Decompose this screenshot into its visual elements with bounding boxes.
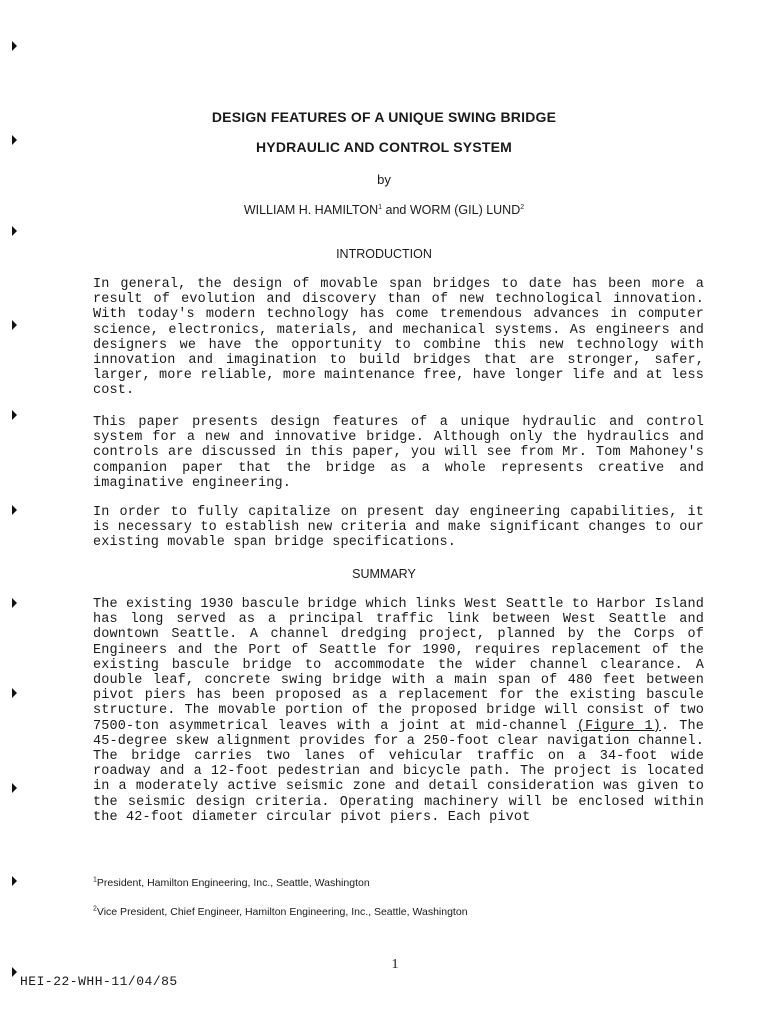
punch-hole-marker bbox=[12, 226, 17, 236]
footnote-2-text: Vice President, Chief Engineer, Hamilton Engineering, Inc., Seattle, Washington bbox=[96, 906, 468, 918]
document-id: HEI-22-WHH-11/04/85 bbox=[20, 974, 178, 989]
author-2: WORM (GIL) LUND bbox=[409, 203, 521, 217]
page-number: 1 bbox=[391, 957, 399, 972]
punch-hole-marker bbox=[12, 783, 17, 793]
intro-paragraph-1: In general, the design of movable span bridges to date has been more a result of evolution and discovery than of new technological innovation. With today's modern technology has come tremendous advances in computer science, electronics, materials, and mechanical systems. As engineers and designers we have the opportunity to combine this new technology with innovation and imagination to build bridges that are stronger, safer, larger, more reliable, more maintenance free, have longer life and at less cost. bbox=[93, 277, 704, 399]
footnote-ref-1: 1 bbox=[378, 203, 383, 211]
footnote-1-mark: 1 bbox=[93, 876, 97, 884]
author-1: WILLIAM H. HAMILTON bbox=[243, 203, 379, 217]
author-joiner: and bbox=[382, 203, 410, 217]
punch-hole-marker bbox=[12, 876, 17, 886]
summary-text-a: The existing 1930 bascule bridge which links West Seattle to Harbor Island has long served as a principal traffic link between West Seattle and downtown Seattle. A channel dredging project, planned by the Corps of Engineers and the Port of Seattle for 1990, requires replacement of the existing bascule bridge to accommodate the wider channel clearance. A double leaf, concrete swing bridge with a main span of 480 feet between pivot piers has been proposed as a replacement for the existing bascule structure. The movable portion of the proposed bridge will consist of two 7500-ton asymmetrical leaves with a joint at mid-channel bbox=[93, 597, 704, 734]
footnote-2 bbox=[93, 906, 468, 918]
punch-hole-marker bbox=[12, 320, 17, 330]
figure-1-reference: (Figure 1) bbox=[576, 718, 662, 734]
punch-hole-marker bbox=[12, 410, 17, 420]
footnote-ref-2: 2 bbox=[520, 203, 525, 211]
punch-hole-marker bbox=[12, 598, 17, 608]
title-line-1: DESIGN FEATURES OF A UNIQUE SWING BRIDGE bbox=[211, 109, 557, 125]
byline: by bbox=[377, 172, 391, 187]
summary-text-b: . The 45-degree skew alignment provides for a 250-foot clear navigation channel. The bridge carries two lanes of vehicular traffic on a 34-foot wide roadway and a 12-foot pedestrian and bicycle path. The project is located in a moderately active seismic zone and detail consideration was given to the seismic design criteria. Operating machinery will be enclosed within the 42-foot diameter circular pivot piers. Each pivot bbox=[93, 718, 704, 825]
punch-hole-marker bbox=[12, 967, 17, 977]
punch-hole-marker bbox=[12, 41, 17, 51]
intro-paragraph-3: In order to fully capitalize on present day engineering capabilities, it is necessary to establish new criteria and make significant changes to our existing movable span bridge specifications. bbox=[93, 505, 704, 551]
footnote-2-mark: 2 bbox=[93, 905, 97, 913]
summary-heading: SUMMARY bbox=[352, 567, 416, 581]
footnote-1 bbox=[93, 877, 370, 889]
footnote-1-text: President, Hamilton Engineering, Inc., Seattle, Washington bbox=[96, 877, 370, 889]
title-line-2: HYDRAULIC AND CONTROL SYSTEM bbox=[255, 139, 513, 155]
punch-hole-marker bbox=[12, 688, 17, 698]
intro-paragraph-2: This paper presents design features of a unique hydraulic and control system for a new and innovative bridge. Although only the hydraulics and controls are discussed in this paper, you will see from Mr. Tom Mahoney's companion paper that the bridge as a whole represents creative and imaginative engineering. bbox=[93, 415, 704, 491]
introduction-heading: INTRODUCTION bbox=[336, 247, 432, 261]
authors bbox=[0, 203, 768, 217]
summary-paragraph-1 bbox=[93, 597, 704, 825]
punch-hole-marker bbox=[12, 505, 17, 515]
